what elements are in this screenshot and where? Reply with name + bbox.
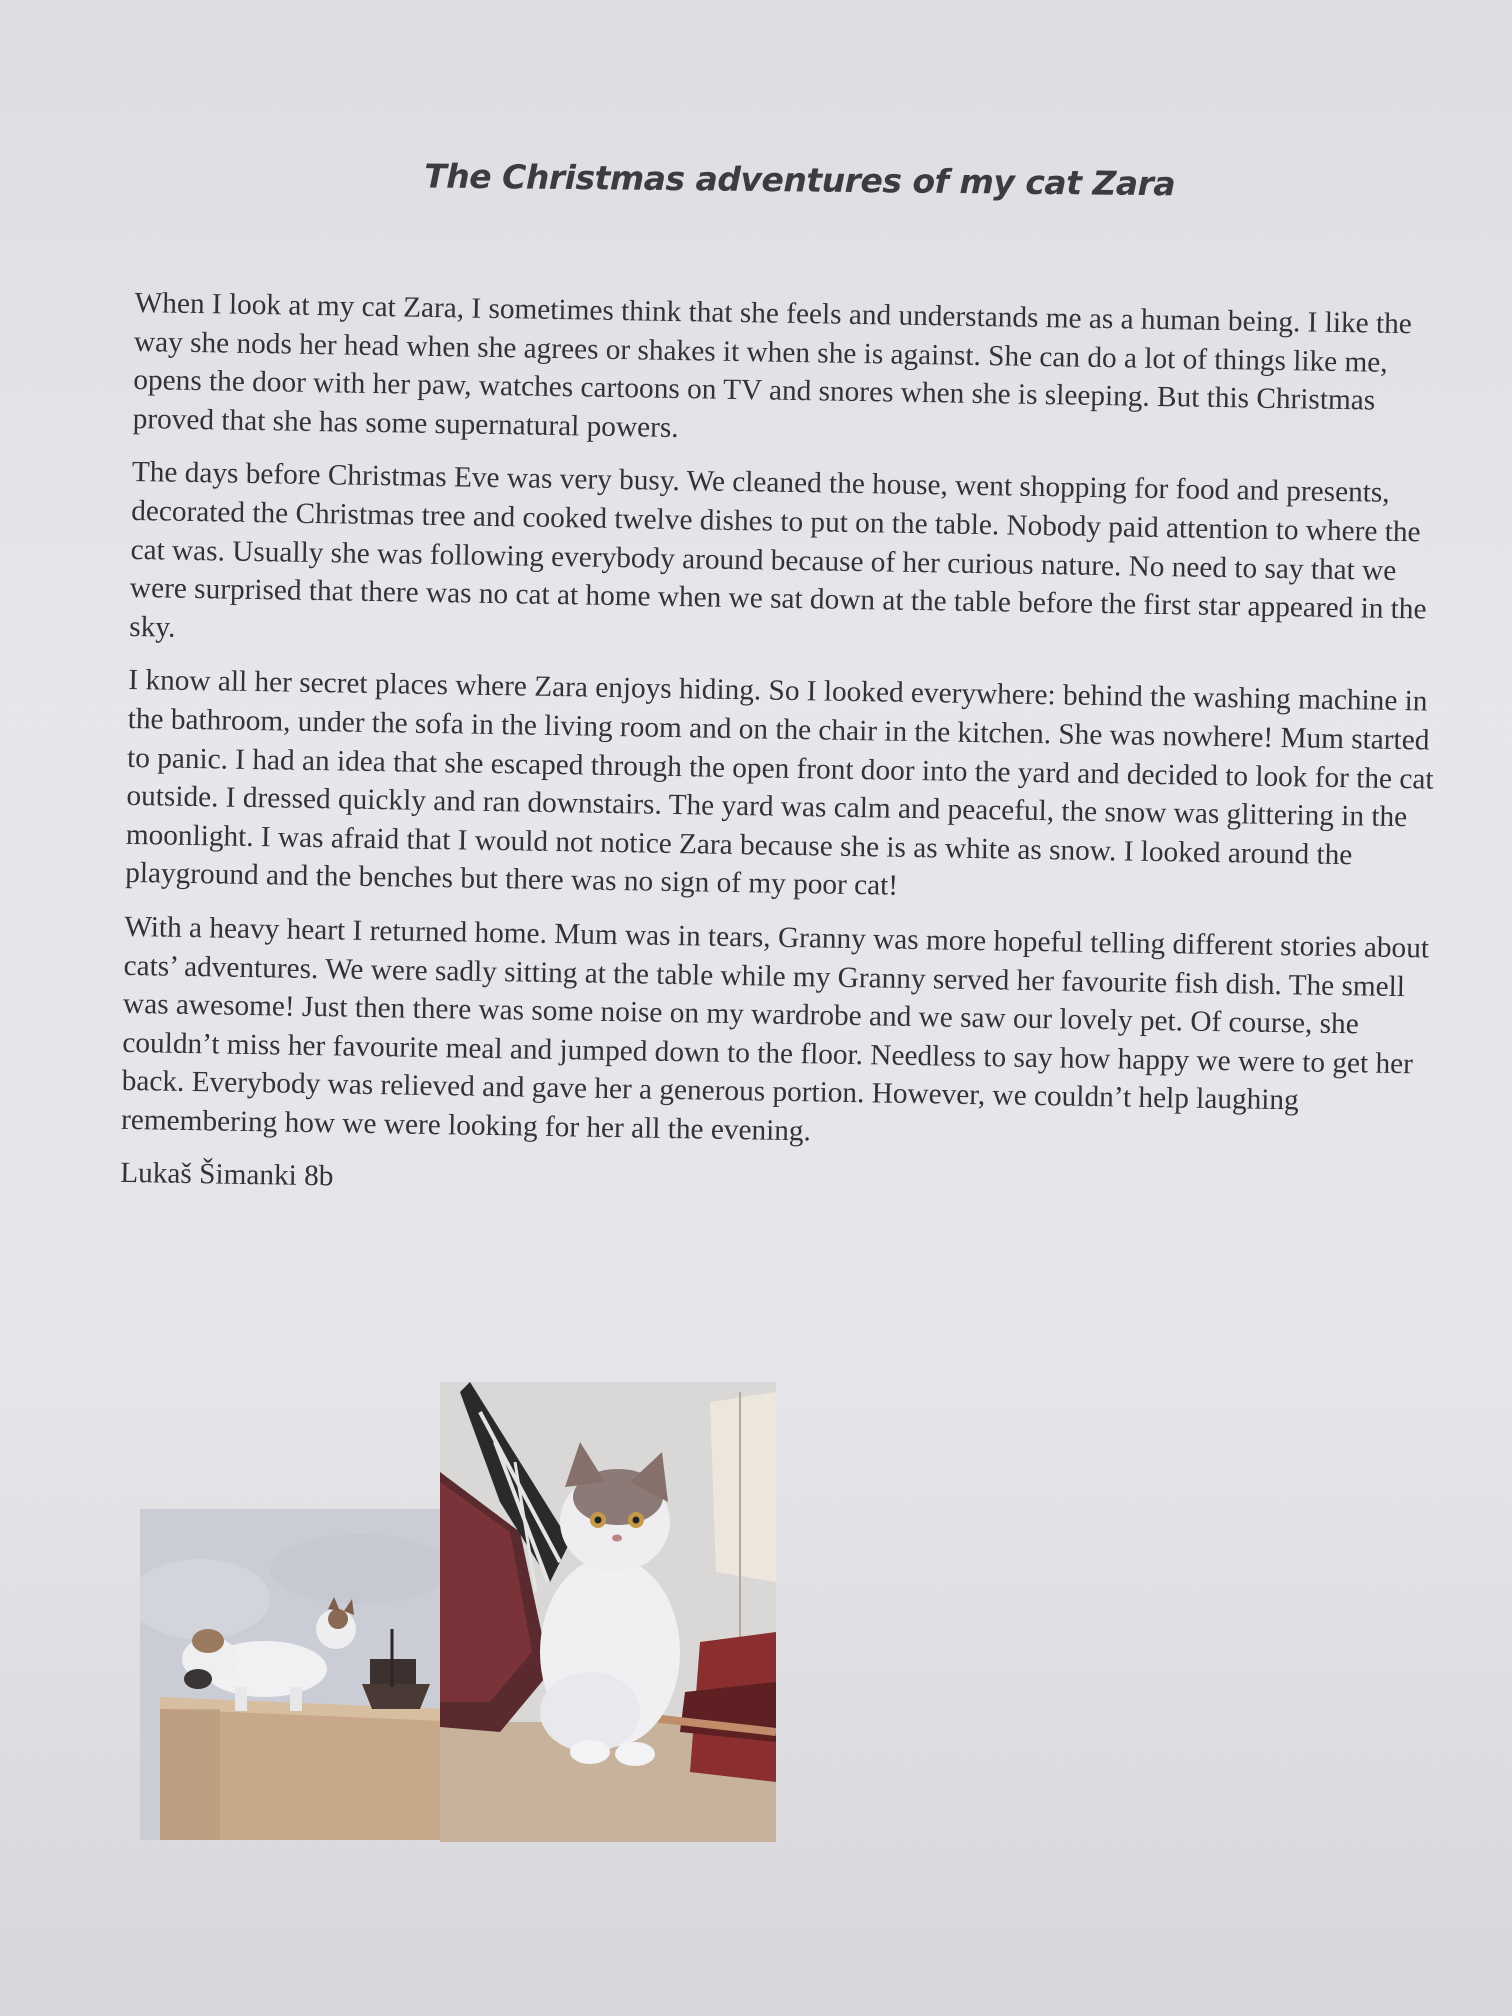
paragraph-4: With a heavy heart I returned home. Mum was in tears, Granny was more hopeful telling different stories about cats’ adventures. We were sadly sitting at the table while my Granny served her favourite fish dish. The smell was awesome! Just then there was some noise on my wardrobe and we saw our lovely pet. Of course, she couldn’t miss her favourite meal and jumped down to the floor. Needless to say how happy we were to get her back. Everybody was relieved and gave her a generous portion. However, we couldn’t help laughing remembering how we were looking for her all the evening.: [120, 910, 1430, 1148]
cat-by-ship-photo: [440, 1382, 776, 1842]
author-signature: Lukaš Šimanki 8b: [119, 1157, 334, 1193]
document-body: [120, 284, 1455, 1230]
cat-on-cabinet-photo: [140, 1509, 444, 1840]
paragraph-3: I know all her secret places where Zara enjoys hiding. So I looked everywhere: behind the washing machine in the bathroom, under the sofa in the living room and on the chair in the kitchen. She was nowhere! Mum started to panic. I had an idea that she escaped through the open front door into the yard and decided to look for the cat outside. I dressed quickly and ran downstairs. The yard was calm and peaceful, the snow was glittering in the moonlight. I was afraid that I would not notice Zara because she is as white as snow. I looked around the playground and the benches but there was no sign of my poor cat!: [124, 664, 1434, 903]
cat-by-ship-illustration: [440, 1382, 776, 1842]
cat-on-cabinet-illustration: [140, 1509, 444, 1840]
paragraph-2: The days before Christmas Eve was very busy. We cleaned the house, went shopping for food and presents, decorated the Christmas tree and cooked twelve dishes to put on the table. Nobody paid attention to where the cat was. Usually she was following everybody around because of her curious nature. No need to say that we were surprised that there was no cat at home when we sat down at the table before the first star appeared in the sky.: [129, 456, 1427, 644]
document-title: The Christmas adventures of my cat Zara: [424, 156, 1176, 204]
paragraph-1: When I look at my cat Zara, I sometimes think that she feels and understands me as a human being. I like the way she nods her head when she agrees or shakes it when she is against. She can do a lot of things like me, opens the door with her paw, watches cartoons on TV and snores when she is sleeping. But this Christmas proved that she has some supernatural powers.: [132, 286, 1413, 444]
photo-collage: [140, 1382, 776, 1842]
